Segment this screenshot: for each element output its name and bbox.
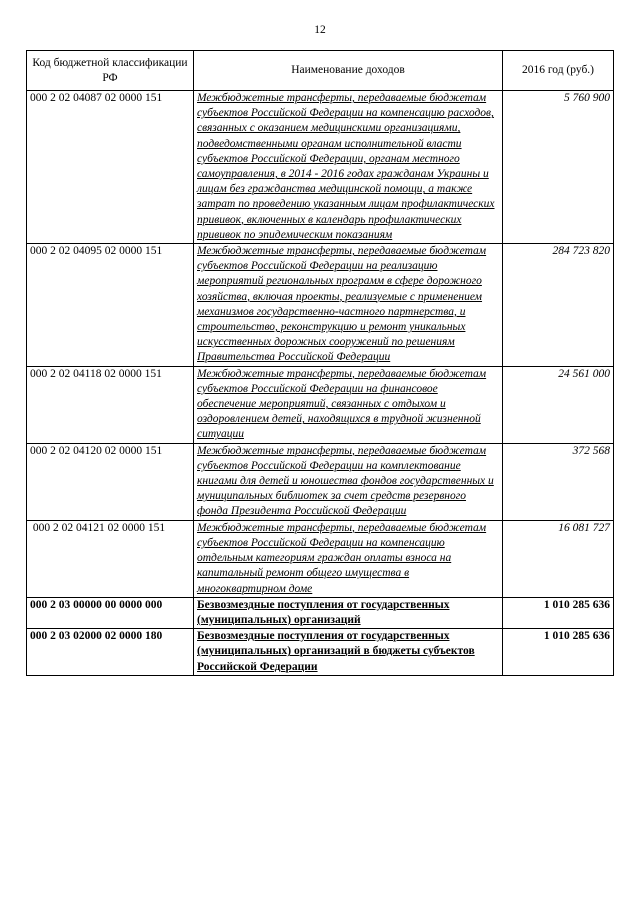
table-row [27,520,614,597]
table-row-total [27,629,614,676]
revenue-name-cell: Межбюджетные трансферты, передаваемые бюджетам субъектов Российской Федерации на комплектование книгами для детей и юношества фондов государственных и муниципальных библиотек за счет средств резервного фонда Президента Российской Федерации [194,443,503,520]
table-row [27,366,614,443]
table-row [27,91,614,244]
page-number: 12 [314,24,326,36]
header-name: Наименование доходов [194,51,503,91]
budget-code-cell: 000 2 02 04120 02 0000 151 [27,443,194,520]
revenue-name-cell: Межбюджетные трансферты, передаваемые бюджетам субъектов Российской Федерации на компенсацию отдельным категориям граждан оплаты взноса на капитальный ремонт общего имущества в многоквартирном доме [194,520,503,597]
revenue-name-cell: Межбюджетные трансферты, передаваемые бюджетам субъектов Российской Федерации на реализацию мероприятий региональных программ в сфере дорожного хозяйства, включая проекты, реализуемые с применением механизмов государственно-частного партнерства, и строительство, реконструкцию и ремонт уникальных искусственных дорожных сооружений по решениям Правительства Российской Федерации [194,244,503,367]
revenue-name-cell: Межбюджетные трансферты, передаваемые бюджетам субъектов Российской Федерации на компенсацию расходов, связанных с оказанием медицинскими организациями, подведомственными органам исполнительной власти субъектов Российской Федерации, органам местного самоуправления, в 2014 - 2016 годах гражданам Украины и лицам без гражданства медицинской помощи, а также затрат по проведению указанным лицам профилактических прививок, включенных в календарь профилактических прививок по эпидемическим показаниям [194,91,503,244]
budget-code-cell: 000 2 02 04121 02 0000 151 [27,520,194,597]
budget-code-cell: 000 2 02 04118 02 0000 151 [27,366,194,443]
budget-code-cell: 000 2 02 04095 02 0000 151 [27,244,194,367]
budget-code-cell: 000 2 03 00000 00 0000 000 [27,597,194,628]
amount-cell: 5 760 900 [503,91,614,244]
amount-cell: 284 723 820 [503,244,614,367]
revenue-name-cell: Межбюджетные трансферты, передаваемые бюджетам субъектов Российской Федерации на финансовое обеспечение мероприятий, связанных с отдыхом и оздоровлением детей, находящихся в трудной жизненной ситуации [194,366,503,443]
table-row-total [27,597,614,628]
revenue-name-cell: Безвозмездные поступления от государственных (муниципальных) организаций в бюджеты субъектов Российской Федерации [194,629,503,676]
amount-cell: 1 010 285 636 [503,597,614,628]
table-header-row [27,51,614,91]
amount-cell: 1 010 285 636 [503,629,614,676]
header-amount: 2016 год (руб.) [503,51,614,91]
revenue-name-cell: Безвозмездные поступления от государственных (муниципальных) организаций [194,597,503,628]
header-code: Код бюджетной классификации РФ [27,51,194,91]
amount-cell: 372 568 [503,443,614,520]
amount-cell: 24 561 000 [503,366,614,443]
budget-code-cell: 000 2 02 04087 02 0000 151 [27,91,194,244]
table-row [27,443,614,520]
revenue-table [26,50,614,676]
amount-cell: 16 081 727 [503,520,614,597]
table-row [27,244,614,367]
budget-code-cell: 000 2 03 02000 02 0000 180 [27,629,194,676]
